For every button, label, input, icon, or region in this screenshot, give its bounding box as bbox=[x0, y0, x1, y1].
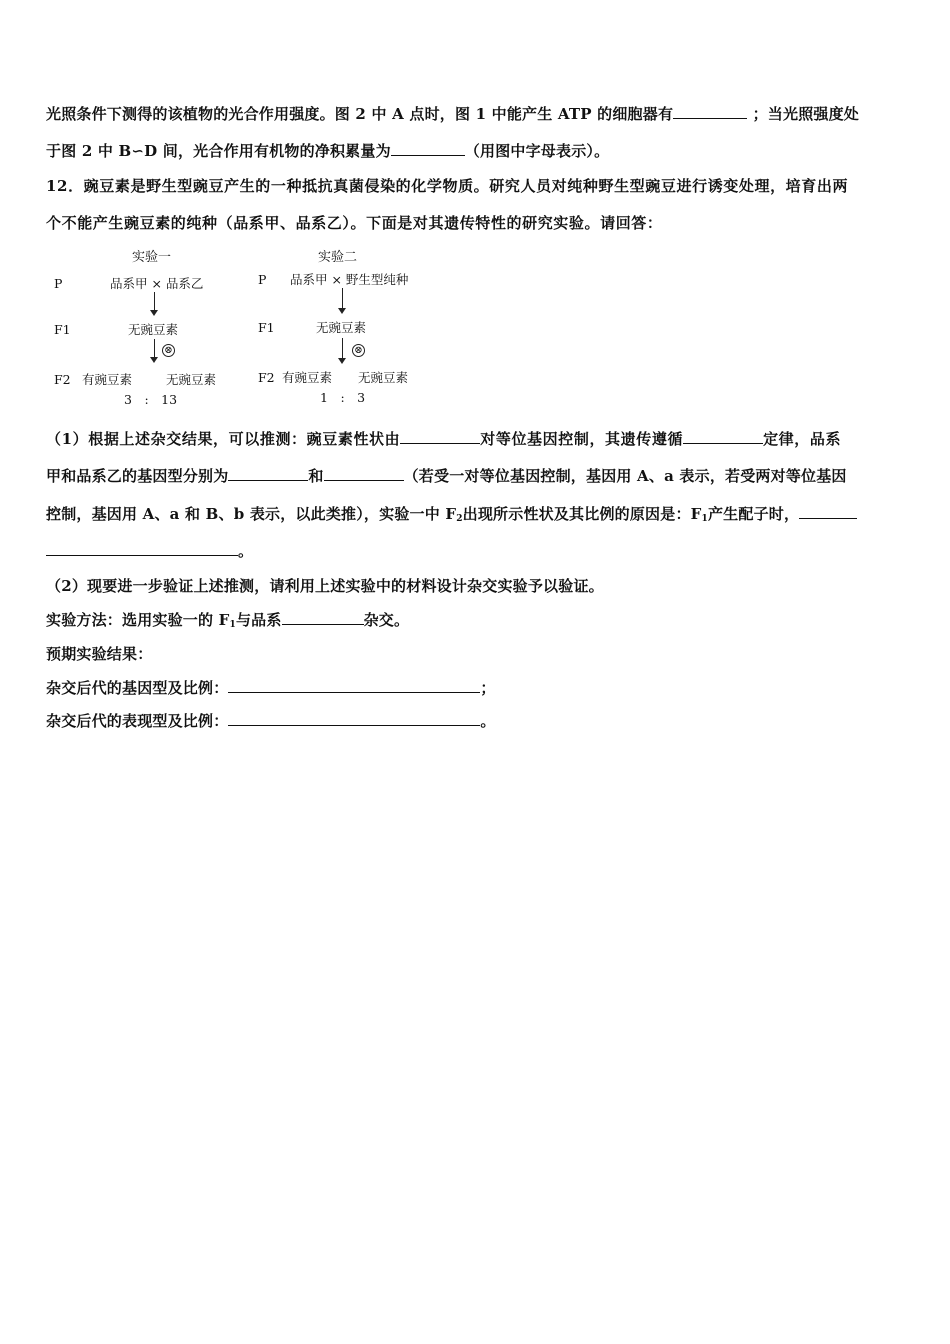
part1-line-1 bbox=[46, 428, 841, 449]
part1-text-c: 定律，品系 bbox=[763, 430, 842, 448]
part1-line-3 bbox=[46, 503, 857, 524]
part2-method-a: 实验方法：选用实验一的 F bbox=[46, 611, 230, 629]
part1-text-g2: 出现所示性状及其比例的原因是：F bbox=[462, 505, 702, 523]
part2-method-b: 与品系 bbox=[235, 611, 282, 629]
part2-pheno-a: 杂交后代的表现型及比例： bbox=[46, 712, 229, 730]
prev-line-2-text: 于图 2 中 B∽D 间，光合作用有机物的净积累量为 bbox=[46, 142, 391, 160]
part2-expected: 预期实验结果： bbox=[46, 645, 153, 663]
answer-blank[interactable] bbox=[683, 429, 763, 444]
part1-text-a: （1）根据上述杂交结果，可以推测：豌豆素性状由 bbox=[46, 430, 401, 448]
answer-blank[interactable] bbox=[46, 541, 238, 556]
part1-line-2 bbox=[46, 465, 847, 486]
exp1-f2-label: F2 bbox=[54, 372, 71, 387]
exp2-p-label: P bbox=[258, 272, 267, 287]
exp2-arrow-2-head bbox=[338, 358, 346, 364]
exp2-arrow-2 bbox=[342, 338, 343, 360]
part2-geno-a: 杂交后代的基因型及比例： bbox=[46, 679, 229, 697]
answer-blank[interactable] bbox=[799, 504, 857, 519]
prev-line-2-tail: （用图中字母表示）。 bbox=[464, 142, 610, 160]
exp1-p-label: P bbox=[54, 276, 63, 291]
answer-blank[interactable] bbox=[282, 610, 364, 625]
part2-method bbox=[46, 609, 409, 630]
q12-line-2: 个不能产生豌豆素的纯种（品系甲、品系乙）。下面是对其遗传特性的研究实验。请回答： bbox=[46, 214, 663, 232]
prev-line-1-tail: ；当光照强度处 bbox=[752, 105, 859, 123]
exp1-f1-text: F1 bbox=[54, 322, 71, 337]
part1-text-f: （若受一对等位基因控制，基因用 A、a 表示，若受两对等位基因 bbox=[403, 467, 847, 485]
exp2-title: 实验二 bbox=[318, 250, 358, 265]
exp1-f1: 无豌豆素 bbox=[128, 322, 179, 337]
answer-blank[interactable] bbox=[228, 711, 480, 726]
exp2-cross: 品系甲 × 野生型纯种 bbox=[290, 272, 409, 287]
prev-line-1-text: 光照条件下测得的该植物的光合作用强度。图 2 中 A 点时，图 1 中能产生 ATP 的细胞器有 bbox=[46, 105, 674, 123]
part2-genotype bbox=[46, 677, 496, 698]
part2-phenotype bbox=[46, 710, 496, 731]
prev-line-2 bbox=[46, 140, 609, 161]
subscript: 1 bbox=[701, 514, 708, 524]
q12-line-1: 12．豌豆素是野生型豌豆产生的一种抵抗真菌侵染的化学物质。研究人员对纯种野生型豌豆进行诱变处理，培育出两 bbox=[46, 177, 849, 195]
answer-blank[interactable] bbox=[228, 466, 308, 481]
part2-method-c: 杂交。 bbox=[363, 611, 410, 629]
exp2-f2-label: F2 bbox=[258, 370, 275, 385]
part1-text-b: 对等位基因控制，其遗传遵循 bbox=[480, 430, 684, 448]
exp1-cross: 品系甲 × 品系乙 bbox=[110, 276, 204, 291]
answer-blank[interactable] bbox=[391, 141, 465, 156]
part2-pheno-b: 。 bbox=[480, 712, 496, 730]
exp1-f2-right: 无豌豆素 bbox=[166, 372, 217, 387]
exp1-arrow-2-head bbox=[150, 357, 158, 363]
answer-blank[interactable] bbox=[228, 678, 480, 693]
part2-line-1: （2）现要进一步验证上述推测，请利用上述实验中的材料设计杂交实验予以验证。 bbox=[46, 577, 604, 595]
exp2-f2-left: 有豌豆素 bbox=[282, 370, 333, 385]
exp1-ratio: 3 : 13 bbox=[124, 392, 178, 407]
part2-geno-b: ； bbox=[480, 679, 496, 697]
cross-diagram bbox=[46, 244, 446, 414]
part1-text-e: 和 bbox=[308, 467, 324, 485]
exp2-f1: 无豌豆素 bbox=[316, 320, 367, 335]
part1-text-d: 甲和品系乙的基因型分别为 bbox=[46, 467, 229, 485]
exp2-arrow-1-head bbox=[338, 308, 346, 314]
exp1-arrow-1-head bbox=[150, 310, 158, 316]
part1-text-g3: 产生配子时， bbox=[707, 505, 800, 523]
part1-text-g: 控制，基因用 A、a 和 B、b 表示，以此类推），实验一中 F bbox=[46, 505, 457, 523]
exp2-arrow-1 bbox=[342, 288, 343, 310]
prev-line-1 bbox=[46, 103, 859, 124]
answer-blank[interactable] bbox=[673, 104, 747, 119]
exp1-arrow-1 bbox=[154, 292, 155, 312]
exp2-self-icon: ⊗ bbox=[352, 344, 365, 357]
exp1-f2-left: 有豌豆素 bbox=[82, 372, 133, 387]
answer-blank[interactable] bbox=[324, 466, 404, 481]
subscript: 1 bbox=[229, 620, 236, 630]
subscript: 2 bbox=[456, 514, 463, 524]
exp1-f1-label bbox=[54, 322, 71, 337]
exp2-f1-label: F1 bbox=[258, 320, 275, 335]
exp2-ratio: 1 : 3 bbox=[320, 390, 366, 405]
exp1-self-icon: ⊗ bbox=[162, 344, 175, 357]
exp1-title: 实验一 bbox=[132, 250, 172, 265]
part1-text-h: 。 bbox=[238, 542, 254, 560]
part1-line-4 bbox=[46, 540, 253, 561]
answer-blank[interactable] bbox=[400, 429, 480, 444]
exp2-f2-right: 无豌豆素 bbox=[358, 370, 409, 385]
exp1-arrow-2 bbox=[154, 339, 155, 359]
